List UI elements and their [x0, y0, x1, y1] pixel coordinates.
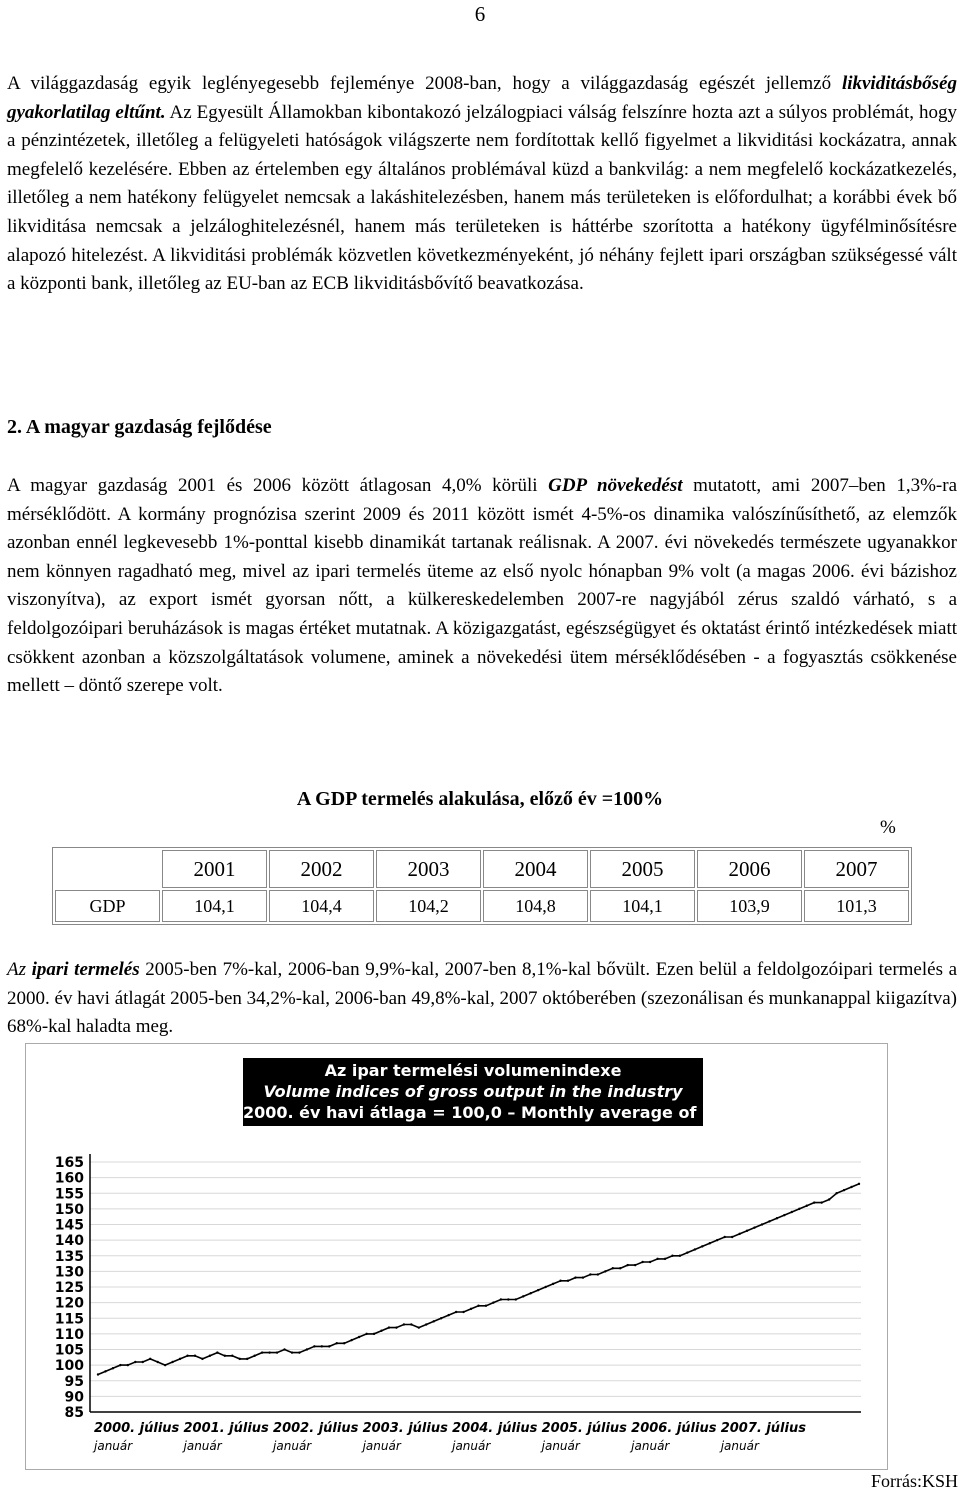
y-tick-label: 160: [54, 1170, 84, 1187]
data-point: [656, 1258, 658, 1260]
data-point: [694, 1248, 696, 1250]
data-point: [738, 1233, 740, 1235]
data-point: [731, 1236, 733, 1238]
data-point: [477, 1305, 479, 1307]
y-tick-label: 125: [54, 1280, 84, 1296]
data-point: [336, 1342, 338, 1344]
data-point: [552, 1283, 554, 1285]
gdp-table: [52, 847, 912, 925]
x-tick-label-bottom: január: [273, 1439, 312, 1453]
data-point: [97, 1373, 99, 1375]
gdp-row-label: GDP: [55, 890, 160, 922]
data-point: [589, 1273, 591, 1275]
data-point: [567, 1280, 569, 1282]
data-point: [500, 1298, 502, 1300]
data-point: [515, 1298, 517, 1300]
gdp-year-cell: 2006: [697, 850, 802, 888]
data-point: [313, 1345, 315, 1347]
data-point: [365, 1333, 367, 1335]
y-tick-label: 150: [54, 1201, 84, 1218]
gdp-value-cell: 101,3: [804, 890, 909, 922]
data-point: [679, 1255, 681, 1257]
data-point: [433, 1320, 435, 1322]
data-point: [298, 1351, 300, 1353]
data-point: [686, 1251, 688, 1253]
gdp-year-cell: 2005: [590, 850, 695, 888]
x-tick-label-top: 2005. július: [541, 1421, 627, 1436]
data-point: [455, 1311, 457, 1313]
gdp-table-header-row: [55, 850, 909, 888]
data-point: [619, 1267, 621, 1269]
data-point: [761, 1223, 763, 1225]
data-point: [186, 1355, 188, 1357]
gdp-value-cell: 103,9: [697, 890, 802, 922]
x-tick-label-bottom: január: [94, 1439, 133, 1453]
data-point: [418, 1326, 420, 1328]
y-tick-label: 165: [54, 1155, 84, 1171]
data-point: [485, 1305, 487, 1307]
chart-title-box: [243, 1058, 822, 1126]
data-point: [791, 1211, 793, 1213]
x-tick-label-bottom: január: [631, 1439, 670, 1453]
data-point: [209, 1355, 211, 1357]
data-point: [246, 1358, 248, 1360]
data-point: [843, 1189, 845, 1191]
data-point: [641, 1261, 643, 1263]
gdp-value-cell: 104,2: [376, 890, 481, 922]
gdp-year-cell: 2007: [804, 850, 909, 888]
paragraph-hungarian-economy: [7, 472, 957, 701]
data-point: [306, 1348, 308, 1350]
data-point: [858, 1183, 860, 1185]
data-point: [507, 1298, 509, 1300]
source-note: Forrás:KSH: [870, 1471, 958, 1491]
data-point: [470, 1308, 472, 1310]
chart-title-line: Az ipar termelési volumenindexe: [324, 1061, 622, 1080]
y-tick-label: 95: [64, 1373, 84, 1390]
data-point: [649, 1261, 651, 1263]
data-point: [783, 1214, 785, 1216]
para1-emphasis: likviditásbőség gyakorlatilag eltűnt.: [7, 73, 957, 123]
y-tick-label: 155: [54, 1186, 84, 1203]
data-point: [164, 1364, 166, 1366]
data-point: [612, 1267, 614, 1269]
x-tick-label-top: 2002. július: [273, 1421, 359, 1436]
paragraph-liquidity: [7, 70, 957, 299]
para1-text-b: Az Egyesült Államokban kibontakozó jelzálogpiaci válság felszínre hozta azt a súlyos problémát, hogy a pénzintézetek, illetőleg a felügyeleti hatóságok világszerte nem fordítottak kellő figyelmet a likviditási kockázatra, annak megfelelő kezelésére. Ebben az értelemben egy általános problémával küzd a bankvilág: a nem megfelelő kockázatkezelés, illetőleg a nem hatékony felügyelet nemcsak a lakáshitelezésben, hanem más területeken is előfordulhat; a korábbi évek bő likviditása nemcsak a jelzáloghitelezésnél, hanem más területeken is háttérbe szorította a hatékony ügyfélminősítésre alapozó hitelezést. A likviditási problémák közvetlen következményeként, jó néhány fejlett ipari országban szükségessé vált a központi bank, illetőleg az EU-ban az ECB likviditásbővítő beavatkozása.: [7, 101, 957, 295]
data-point: [806, 1205, 808, 1207]
x-tick-label-bottom: január: [720, 1439, 759, 1453]
data-point: [321, 1345, 323, 1347]
series-line: [98, 1184, 859, 1375]
gdp-year-cell: 2002: [269, 850, 374, 888]
data-point: [753, 1226, 755, 1228]
data-point: [403, 1323, 405, 1325]
data-point: [231, 1355, 233, 1357]
data-point: [462, 1311, 464, 1313]
data-point: [746, 1230, 748, 1232]
data-point: [328, 1345, 330, 1347]
data-point: [112, 1367, 114, 1369]
data-point: [820, 1201, 822, 1203]
gdp-value-cell: 104,8: [483, 890, 588, 922]
data-point: [410, 1323, 412, 1325]
data-point: [582, 1276, 584, 1278]
gdp-year-cell: 2004: [483, 850, 588, 888]
paragraph-industry: [7, 956, 957, 1042]
y-tick-label: 105: [54, 1342, 84, 1359]
y-tick-label: 100: [54, 1358, 84, 1375]
data-point: [261, 1351, 263, 1353]
data-point: [134, 1361, 136, 1363]
para1-text-a: A világgazdaság egyik leglényegesebb fejleménye 2008-ban, hogy a világgazdaság egészét jellemző: [7, 73, 842, 94]
data-point: [724, 1236, 726, 1238]
data-point: [201, 1358, 203, 1360]
para2-text-a: A magyar gazdaság 2001 és 2006 között átlagosan 4,0% körüli: [7, 475, 549, 496]
gdp-year-cell: 2001: [162, 850, 267, 888]
data-point: [530, 1292, 532, 1294]
gdp-table-corner: [55, 850, 160, 888]
gdp-value-cell: 104,4: [269, 890, 374, 922]
para3-emphasis-b: ipari termelés: [31, 959, 140, 980]
data-point: [149, 1358, 151, 1360]
data-point: [828, 1198, 830, 1200]
y-tick-label: 90: [64, 1389, 84, 1406]
data-point: [634, 1264, 636, 1266]
x-tick-label-top: 2004. július: [452, 1421, 538, 1436]
y-tick-label: 115: [54, 1311, 84, 1328]
data-point: [492, 1301, 494, 1303]
data-point: [604, 1270, 606, 1272]
data-point: [119, 1364, 121, 1366]
data-point: [127, 1364, 129, 1366]
data-point: [239, 1358, 241, 1360]
x-tick-label-bottom: január: [362, 1439, 401, 1453]
data-point: [104, 1370, 106, 1372]
data-point: [343, 1342, 345, 1344]
data-point: [440, 1317, 442, 1319]
data-point: [350, 1339, 352, 1341]
x-tick-label-top: 2006. július: [631, 1421, 717, 1436]
industry-volume-chart: [25, 1043, 888, 1470]
data-point: [216, 1351, 218, 1353]
data-point: [156, 1361, 158, 1363]
data-point: [224, 1355, 226, 1357]
y-tick-label: 85: [64, 1405, 84, 1421]
gdp-table-title: A GDP termelés alakulása, előző év =100%: [296, 788, 664, 810]
data-point: [776, 1217, 778, 1219]
x-tick-label-bottom: január: [183, 1439, 222, 1453]
para3-text: 2005-ben 7%-kal, 2006-ban 9,9%-kal, 2007-ben 8,1%-kal bővült. Ezen belül a feldolgozóipari termelés a 2000. év havi átlagát 2005-ben 34,2%-kal, 2006-ban 49,8%-kal, 2007 októberében (szezonálisan és munkanappal kiigazítva) 68%-kal haladta meg.: [7, 959, 958, 1038]
gdp-table-row: [55, 890, 909, 922]
y-tick-label: 145: [54, 1217, 84, 1234]
x-tick-label-bottom: január: [452, 1439, 491, 1453]
chart-title-line: 2000. év havi átlaga = 100,0 – Monthly average of 2000 = 100,0: [243, 1103, 822, 1122]
data-point: [597, 1273, 599, 1275]
data-point: [388, 1326, 390, 1328]
data-point: [835, 1192, 837, 1194]
data-point: [709, 1242, 711, 1244]
para2-emphasis: GDP növekedést: [548, 475, 683, 496]
y-tick-label: 135: [54, 1248, 84, 1265]
data-point: [768, 1220, 770, 1222]
data-point: [544, 1286, 546, 1288]
gdp-value-cell: 104,1: [162, 890, 267, 922]
chart-title-line: Volume indices of gross output in the industry: [263, 1082, 683, 1101]
x-tick-label-top: 2007. július: [720, 1421, 806, 1436]
data-point: [283, 1348, 285, 1350]
para3-emphasis-a: Az: [7, 959, 32, 980]
data-point: [276, 1351, 278, 1353]
data-point: [171, 1361, 173, 1363]
data-point: [179, 1358, 181, 1360]
y-tick-label: 130: [54, 1264, 84, 1281]
data-point: [380, 1330, 382, 1332]
data-point: [447, 1314, 449, 1316]
data-point: [798, 1208, 800, 1210]
data-point: [522, 1295, 524, 1297]
x-tick-label-top: 2001. július: [183, 1421, 269, 1436]
data-point: [664, 1258, 666, 1260]
section-heading: 2. A magyar gazdaság fejlődése: [7, 416, 272, 438]
data-point: [268, 1351, 270, 1353]
data-point: [425, 1323, 427, 1325]
data-point: [813, 1201, 815, 1203]
data-point: [291, 1351, 293, 1353]
y-tick-label: 140: [54, 1233, 84, 1250]
data-point: [358, 1336, 360, 1338]
data-point: [701, 1245, 703, 1247]
data-point: [253, 1355, 255, 1357]
data-point: [574, 1276, 576, 1278]
data-point: [671, 1255, 673, 1257]
gdp-year-cell: 2003: [376, 850, 481, 888]
gdp-value-cell: 104,1: [590, 890, 695, 922]
data-point: [559, 1280, 561, 1282]
x-tick-label-bottom: január: [541, 1439, 580, 1453]
data-point: [850, 1186, 852, 1188]
gdp-table-unit: %: [880, 817, 896, 838]
data-point: [537, 1289, 539, 1291]
data-point: [373, 1333, 375, 1335]
x-tick-label-top: 2000. július: [94, 1421, 180, 1436]
data-point: [716, 1239, 718, 1241]
data-point: [142, 1361, 144, 1363]
data-point: [627, 1264, 629, 1266]
y-tick-label: 110: [54, 1326, 84, 1343]
data-point: [395, 1326, 397, 1328]
para2-text-b: mutatott, ami 2007–ben 1,3%-ra mérséklődött. A kormány prognózisa szerint 2009 és 2011 között ismét 4-5%-os dinamika valószínűsíthető, az elemzők azonban ennél legkevesebb 1%-ponttal kisebb dinamikát tartanak reálisnak. A 2007. évi növekedés természete ugyanakkor nem könnyen ragadható meg, mivel az ipari termelés üteme az első nyolc hónapban 9% volt (a magas 2006. évi bázishoz viszonyítva), az export ismét gyorsan nőtt, a külkereskedelemben 2007-re nagyjából zérus szaldó várható, s a feldolgozóipari beruházások is magas értéket mutatnak. A közigazgatást, egészségügyet és oktatást érintő intézkedések miatt csökkent azonban a közszolgáltatások volumene, aminek a növekedési ütem mérséklődésében - a fogyasztás csökkenése mellett – döntő szerepe volt.: [7, 475, 957, 697]
page-number: 6: [474, 2, 486, 26]
y-tick-label: 120: [54, 1295, 84, 1312]
x-tick-label-top: 2003. július: [362, 1421, 448, 1436]
data-point: [194, 1355, 196, 1357]
